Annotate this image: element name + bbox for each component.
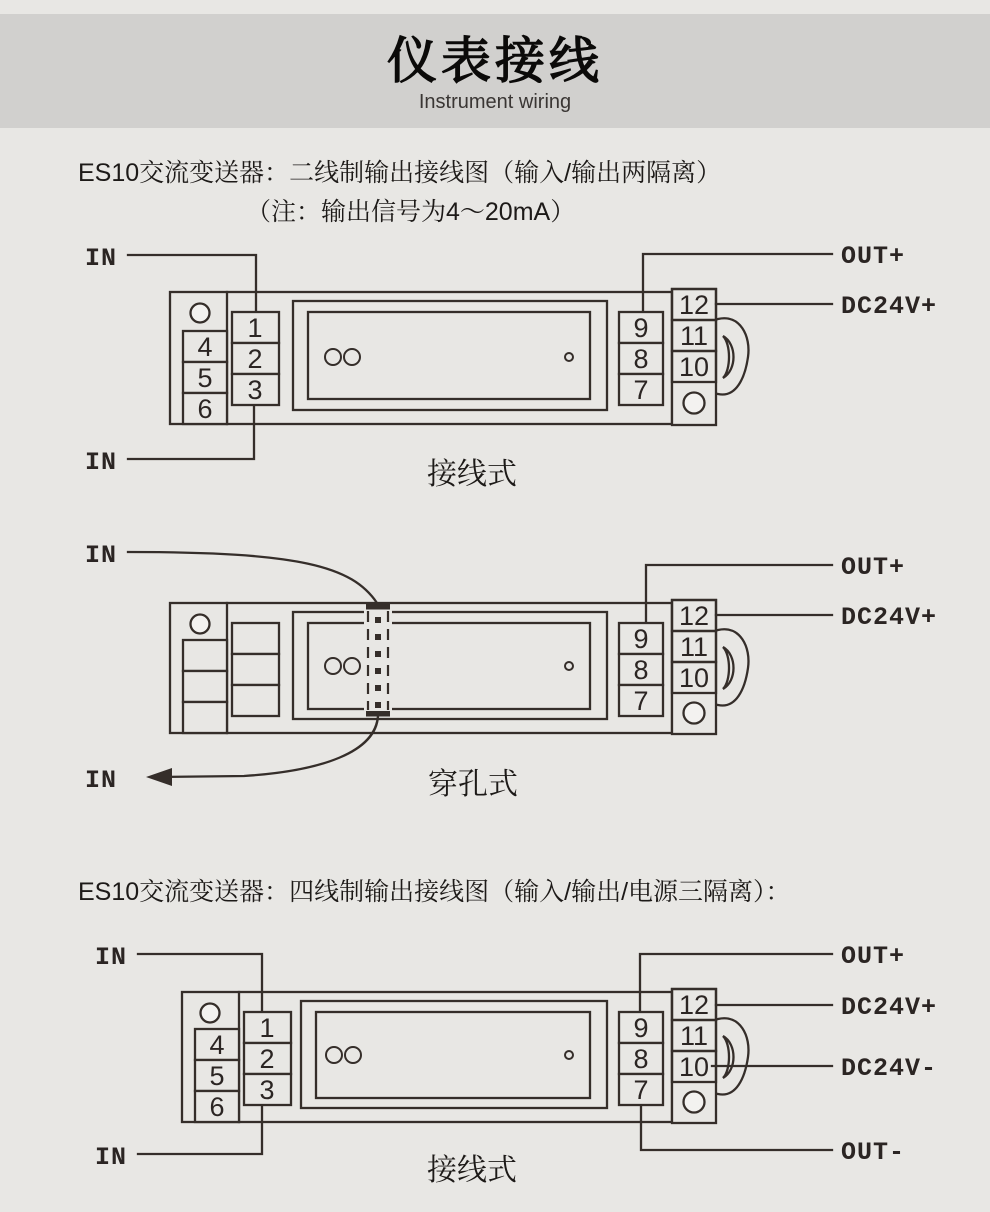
din-rail-clip-inner [723, 336, 734, 378]
out-plus-label: OUT+ [841, 553, 906, 582]
terminal-label: 8 [633, 1044, 649, 1074]
terminal-box [232, 623, 279, 654]
wire-out-plus [640, 954, 832, 1011]
mounting-hole-icon [191, 615, 210, 634]
terminal-label: 11 [679, 632, 709, 662]
section1-heading-line2: （注：输出信号为4～20mA） [246, 198, 576, 226]
in-label-top: IN [85, 541, 118, 570]
mounting-hole-icon [684, 393, 705, 414]
indicator-dot-icon [326, 1047, 342, 1063]
din-rail-clip-inner [723, 647, 734, 689]
in-label-top: IN [95, 943, 128, 972]
section1-heading-line1: ES10交流变送器：二线制输出接线图（输入/输出两隔离） [78, 159, 722, 187]
terminal-box [183, 671, 227, 702]
out-minus-label: OUT- [841, 1138, 906, 1167]
terminal-label: 9 [633, 313, 649, 343]
through-wire-dot [375, 685, 381, 691]
terminal-label: 4 [197, 332, 213, 362]
terminal-label: 7 [633, 686, 649, 716]
wire-in-top [128, 255, 256, 311]
terminal-label: 12 [678, 601, 710, 631]
diagram1-caption: 接线式 [427, 458, 517, 491]
out-plus-label: OUT+ [841, 242, 906, 271]
page-title: 仪表接线 [387, 33, 603, 89]
indicator-dot-icon [565, 353, 573, 361]
terminal-label: 1 [247, 313, 263, 343]
indicator-dot-icon [344, 658, 360, 674]
terminal-label: 3 [247, 375, 263, 405]
wire-in-top [138, 954, 262, 1011]
through-wire-dot [375, 668, 381, 674]
terminal-label: 4 [209, 1030, 225, 1060]
terminal-label: 2 [259, 1044, 275, 1074]
mounting-hole-icon [684, 703, 705, 724]
diagram3-caption: 接线式 [427, 1154, 517, 1187]
terminal-label: 12 [678, 990, 710, 1020]
arrowhead-icon [146, 768, 172, 786]
section2-heading: ES10交流变送器：四线制输出接线图（输入/输出/电源三隔离）： [78, 878, 791, 906]
terminal-label: 7 [633, 375, 649, 405]
diagram2-device [85, 541, 937, 801]
terminal-label: 5 [197, 363, 213, 393]
page-subtitle: Instrument wiring [418, 91, 572, 113]
dc24v-plus-label: DC24V+ [841, 603, 938, 632]
terminal-label: 5 [209, 1061, 225, 1091]
mounting-hole-icon [684, 1092, 705, 1113]
terminal-label: 6 [209, 1092, 225, 1122]
in-label-top: IN [85, 244, 118, 273]
out-plus-label: OUT+ [841, 942, 906, 971]
terminal-label: 7 [633, 1075, 649, 1105]
through-wire-dot [375, 651, 381, 657]
terminal-label: 8 [633, 655, 649, 685]
wire-in-top [128, 552, 377, 603]
diagram1-device [85, 242, 937, 491]
indicator-dot-icon [345, 1047, 361, 1063]
indicator-dot-icon [325, 658, 341, 674]
terminal-label: 11 [679, 1021, 709, 1051]
diagram3-device [95, 942, 937, 1187]
din-rail-clip-inner [723, 1036, 734, 1078]
terminal-box [183, 702, 227, 733]
in-label-bottom: IN [95, 1143, 128, 1172]
diagram2-caption: 穿孔式 [428, 768, 518, 801]
mounting-hole-icon [191, 304, 210, 323]
indicator-dot-icon [344, 349, 360, 365]
terminal-label: 11 [679, 321, 709, 351]
terminal-box [232, 685, 279, 716]
terminal-label: 10 [678, 1052, 710, 1082]
terminal-label: 3 [259, 1075, 275, 1105]
terminal-box [183, 640, 227, 671]
terminal-label: 6 [197, 394, 213, 424]
in-label-bottom: IN [85, 766, 118, 795]
through-wire-dot [375, 702, 381, 708]
indicator-dot-icon [565, 662, 573, 670]
terminal-label: 8 [633, 344, 649, 374]
terminal-label: 10 [678, 663, 710, 693]
in-label-bottom: IN [85, 448, 118, 477]
terminal-label: 2 [247, 344, 263, 374]
through-wire-dot [375, 617, 381, 623]
dc24v-plus-label: DC24V+ [841, 993, 938, 1022]
terminal-label: 9 [633, 624, 649, 654]
terminal-label: 9 [633, 1013, 649, 1043]
terminal-box [232, 654, 279, 685]
terminal-label: 10 [678, 352, 710, 382]
through-wire-dot [375, 634, 381, 640]
terminal-label: 12 [678, 290, 710, 320]
wire-out-minus [641, 1106, 832, 1150]
indicator-dot-icon [325, 349, 341, 365]
indicator-dot-icon [565, 1051, 573, 1059]
through-hole-cap-top [366, 604, 390, 610]
terminal-label: 1 [259, 1013, 275, 1043]
mounting-hole-icon [201, 1004, 220, 1023]
dc24v-minus-label: DC24V- [841, 1054, 938, 1083]
dc24v-plus-label: DC24V+ [841, 292, 938, 321]
